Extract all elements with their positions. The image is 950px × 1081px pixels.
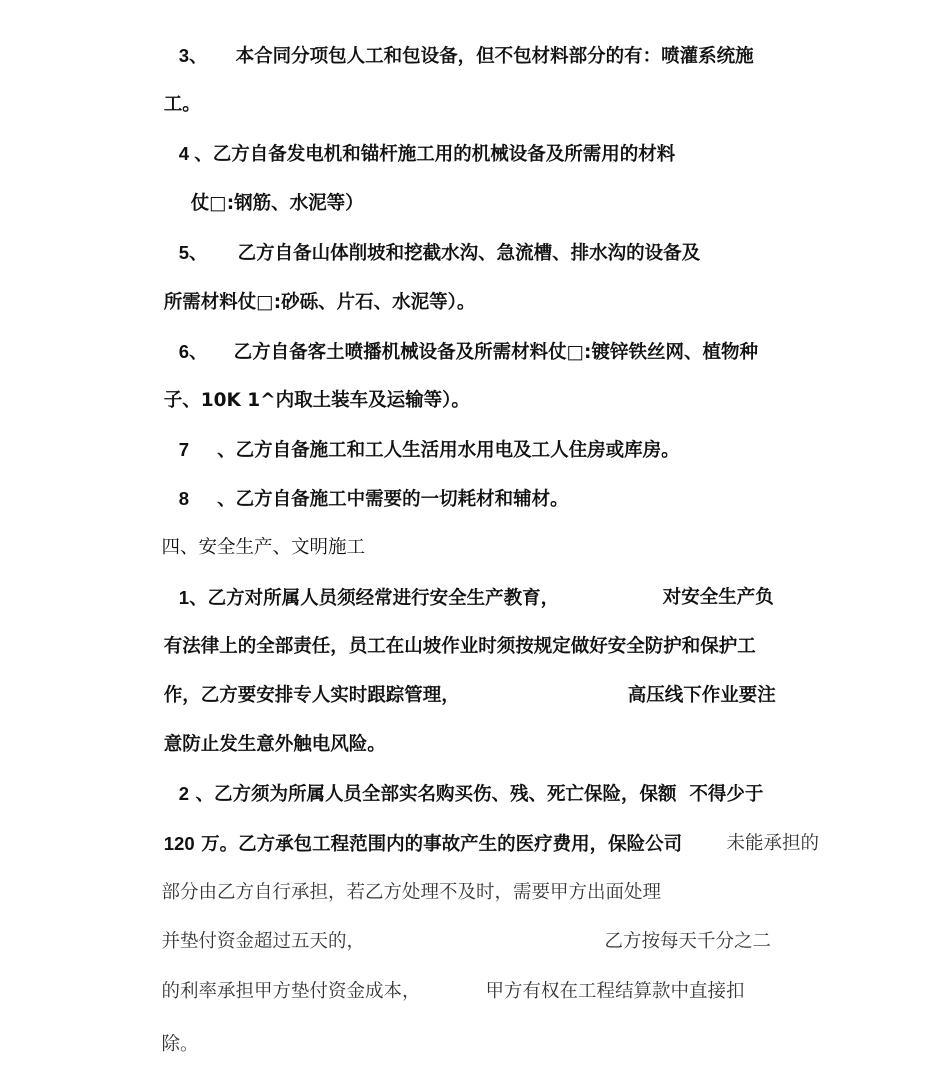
safety-2-line-3 [138,857,662,903]
clause-text: 、乙方须为所属人员全部实名购买伤、残、死亡保险，保额 不得少于 [189,784,764,805]
clause-number: 4 、 [178,143,213,164]
clause-5-line-1 [153,217,701,264]
safety-2-line-5-tail [462,956,745,1002]
clause-6-line-2 [138,365,470,411]
clause-text: 除。 [161,1034,199,1055]
clause-number: 3、 [178,45,208,66]
clause-text: 部分由乙方自行承担，若乙方处理不及时，需要甲方出面处理 [161,882,662,903]
clause-text: 的利率承担甲方垫付资金成本， [161,981,421,1002]
clause-text: 、乙方自备施工中需要的一切耗材和辅材。 [217,489,569,510]
clause-text: 甲方有权在工程结算款中直接扣 [485,981,745,1002]
section-title: 四、安全生产、文明施工 [161,537,366,558]
clause-text: 并垫付资金超过五天的， [161,931,366,952]
clause-number: 120 [163,833,195,854]
safety-2-line-2-tail [703,808,820,854]
clause-4-line-2 [165,168,364,214]
section-heading [138,512,366,558]
clause-text: 乙方自备山体削坡和挖截水沟、急流槽、排水沟的设备及 [237,243,701,264]
clause-number: 7 [178,439,190,460]
clause-text: 、乙方对所属人员须经常进行安全生产教育， [189,588,560,609]
clause-6-line-1 [153,316,758,363]
clause-7-line [153,414,680,461]
safety-1-line-3-tail [602,660,776,706]
clause-number: 2 [178,783,190,804]
clause-3-line-1 [153,20,754,67]
clause-text: 仗□:钢筋、水泥等） [190,193,364,214]
safety-1-line-4 [138,709,386,755]
clause-text: 作，乙方要安排专人实时跟踪管理， [163,685,460,706]
clause-text: 子、10K 1^内取土装车及运输等）。 [163,390,470,411]
safety-2-line-2 [138,808,683,855]
safety-1-line-2 [138,611,756,657]
safety-2-line-4 [138,906,366,952]
clause-text: 高压线下作业要注 [627,685,776,706]
clause-5-line-2 [138,267,476,313]
safety-2-line-5 [138,956,421,1002]
clause-text: 、乙方自备施工和工人生活用水用电及工人住房或库房。 [217,440,680,461]
clause-text: 乙方自备客土喷播机械设备及所需材料仗□:镀锌铁丝网、植物种 [233,342,758,363]
clause-text: 乙方自备发电机和锚杆施工用的机械设备及所需用的材料 [212,144,676,165]
safety-2-line-1 [153,758,764,805]
clause-text: 工。 [163,94,201,115]
clause-number: 6、 [178,341,208,362]
safety-1-line-3 [138,660,460,706]
clause-number: 8 [178,488,190,509]
clause-number: 5、 [178,242,208,263]
clause-text: 对安全生产负 [662,587,774,608]
clause-3-line-2 [138,69,201,115]
safety-2-line-6 [138,1009,199,1055]
clause-text: 意防止发生意外触电风险。 [163,734,386,755]
clause-text: 未能承担的 [726,833,820,854]
clause-text: 乙方按每天千分之二 [604,931,772,952]
clause-text: 万。乙方承包工程范围内的事故产生的医疗费用，保险公司 [194,834,683,855]
safety-1-line-1 [153,562,560,609]
clause-8-line [153,463,569,510]
clause-text: 有法律上的全部责任，员工在山坡作业时须按规定做好安全防护和保护工 [163,636,756,657]
clause-text: 本合同分项包人工和包设备，但不包材料部分的有：喷灌系统施 [235,46,754,67]
clause-text: 所需材料仗□:砂砾、片石、水泥等）。 [163,292,476,313]
clause-number: 1 [178,587,190,608]
safety-1-line-1-tail [637,562,774,608]
clause-4-line-1 [153,118,676,165]
safety-2-line-4-tail [581,906,772,952]
